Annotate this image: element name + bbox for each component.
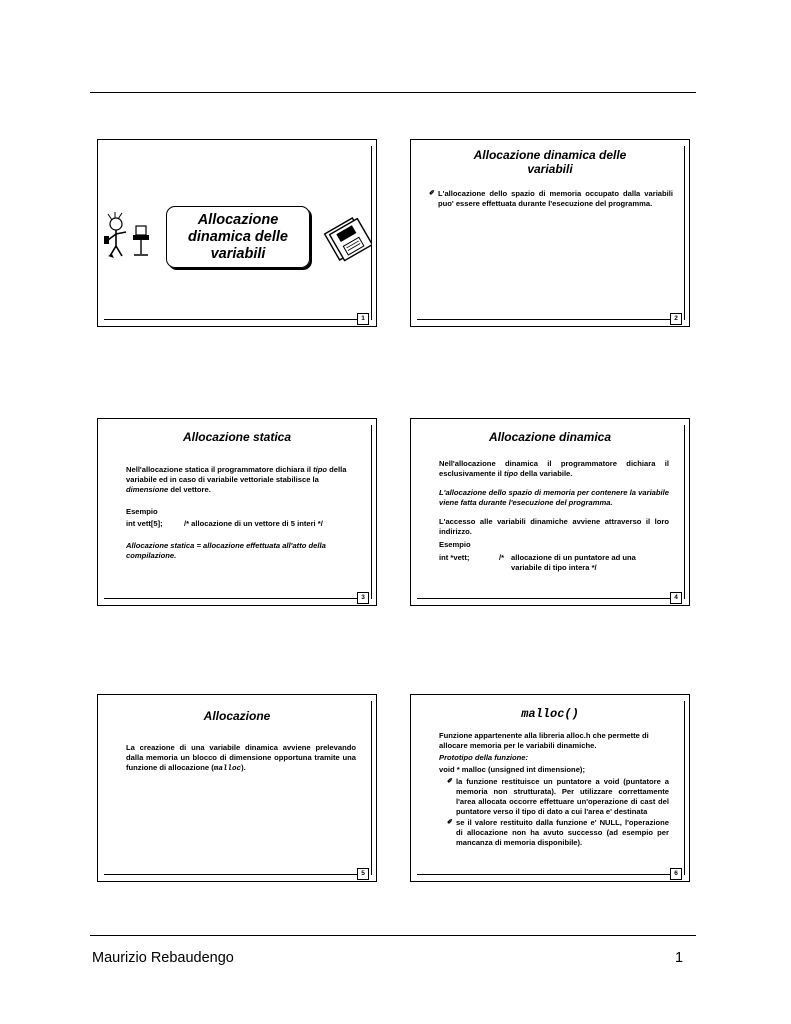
- slide-border-decoration: [417, 319, 679, 320]
- slide-6-prototype: void * malloc (unsigned int dimensione);: [439, 765, 585, 774]
- slide-3-example-label: Esempio: [126, 507, 158, 516]
- slide-6-prototype-label: Prototipo della funzione:: [439, 753, 529, 762]
- slide-border-decoration: [371, 425, 372, 599]
- slide-3-body: [126, 465, 356, 561]
- slide-3: [97, 418, 377, 606]
- slide-1-title-box: [166, 206, 310, 268]
- slide-3-conclusion: Allocazione statica = allocazione effettuata all'atto della compilazione.: [126, 541, 326, 560]
- slide-border-decoration: [371, 701, 372, 875]
- pencil-bullet-icon: ✐: [447, 778, 453, 785]
- slide-border-decoration: [104, 874, 366, 875]
- slide-border-decoration: [104, 598, 366, 599]
- bottom-rule: [90, 935, 696, 936]
- slide-5-body: [126, 743, 356, 774]
- slide-4-example-label: Esempio: [439, 540, 471, 549]
- footer-page-number: 1: [675, 950, 684, 966]
- slide-2-title: [411, 148, 689, 176]
- slide-2-title-line: Allocazione dinamica delle: [473, 148, 627, 162]
- slide-5: [97, 694, 377, 882]
- slide-2: [410, 139, 690, 327]
- slide-number: 2: [670, 313, 682, 325]
- slide-6-paragraph: Funzione appartenente alla libreria alloc.h che permette di allocare memoria per le variabili dinamiche.: [439, 731, 649, 750]
- cartoon-computer-user-icon: [100, 212, 158, 260]
- footer-author: Maurizio Rebaudengo: [92, 950, 234, 966]
- slide-4-paragraph: Nell'allocazione dinamica il programmatore dichiara il esclusivamente il tipo della variabile.: [439, 459, 669, 478]
- slide-4-paragraph: L'allocazione dello spazio di memoria per contenere la variabile viene fatta durante l'esecuzione del programma.: [439, 488, 669, 507]
- slide-border-decoration: [684, 425, 685, 599]
- slide-number: 6: [670, 868, 682, 880]
- pencil-bullet-icon: ✐: [429, 190, 435, 197]
- slide-border-decoration: [684, 701, 685, 875]
- slide-number: 3: [357, 592, 369, 604]
- slide-3-paragraph: Nell'allocazione statica il programmatore dichiara il tipo della variabile ed in caso di variabile vettoriale stabilisce la dimensione del vettore.: [126, 465, 347, 494]
- slide-border-decoration: [104, 319, 366, 320]
- slide-number: 1: [357, 313, 369, 325]
- slide-2-bullet-text: L'allocazione dello spazio di memoria occupato dalla variabili puo' essere effettuata durante l'esecuzione del programma.: [438, 189, 673, 208]
- slide-1-title-line: dinamica delle: [188, 229, 288, 245]
- slide-1-title-line: variabili: [210, 246, 266, 262]
- slide-6-bullet: ✐ la funzione restituisce un puntatore a void (puntatore a memoria non strutturata). Per utilizzare correttamente l'area allocata occorre effettuare un'operazione di cast del puntatore verso il tipo di dato a cui l'area e' destinata: [447, 777, 669, 816]
- slide-1: [97, 139, 377, 327]
- slide-border-decoration: [417, 598, 679, 599]
- slide-6-title: malloc(): [521, 707, 579, 721]
- pencil-bullet-icon: ✐: [447, 819, 453, 826]
- slide-4-code-line: int *vett; /* allocazione di un puntatore ad una variabile di tipo intera */: [439, 553, 636, 572]
- slide-1-title-line: Allocazione: [197, 212, 279, 228]
- slide-6-bullet: ✐ se il valore restituito dalla funzione e' NULL, l'operazione di allocazione non ha avuto successo (ad esempio per mancanza di memoria disponibile).: [447, 818, 669, 847]
- slide-3-title: Allocazione statica: [182, 430, 292, 444]
- floppy-disks-icon: [320, 216, 372, 262]
- slide-number: 4: [670, 592, 682, 604]
- slide-2-title-line: variabili: [527, 162, 573, 176]
- slide-6-body: [439, 731, 669, 848]
- slide-2-body: [429, 189, 673, 209]
- slide-number: 5: [357, 868, 369, 880]
- slide-4-title: Allocazione dinamica: [488, 430, 612, 444]
- slide-3-code-line: int vett[5]; /* allocazione di un vettore di 5 interi */: [126, 519, 323, 528]
- slide-border-decoration: [417, 874, 679, 875]
- slide-5-paragraph: La creazione di una variabile dinamica avviene prelevando dalla memoria un blocco di dimensione opportuna tramite una funzione di allocazione (malloc).: [126, 743, 356, 773]
- slide-4: [410, 418, 690, 606]
- slide-5-title: Allocazione: [203, 709, 271, 723]
- slide-4-body: [439, 459, 669, 573]
- slide-4-paragraph: L'accesso alle variabili dinamiche avviene attraverso il loro indirizzo.: [439, 517, 669, 536]
- slide-6: [410, 694, 690, 882]
- top-rule: [90, 92, 696, 93]
